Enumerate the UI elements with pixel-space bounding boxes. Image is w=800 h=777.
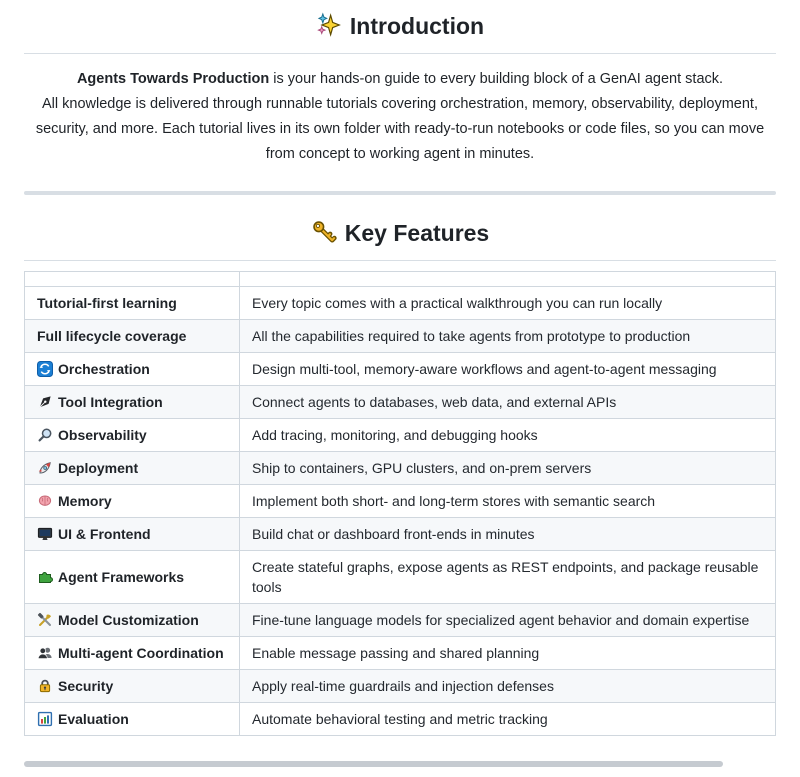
feature-description: Implement both short- and long-term stores with semantic search <box>240 485 776 518</box>
puzzle-icon <box>37 569 53 585</box>
hammer-wrench-icon <box>37 612 53 628</box>
table-row <box>25 670 776 703</box>
feature-label: Multi-agent Coordination <box>58 645 224 661</box>
feature-label: Memory <box>58 493 112 509</box>
bar-chart-icon <box>37 711 53 727</box>
features-table <box>24 271 776 736</box>
feature-cell <box>25 604 240 637</box>
intro-paragraph <box>29 67 771 167</box>
feature-label: Security <box>58 678 114 694</box>
feature-description: Ship to containers, GPU clusters, and on-prem servers <box>240 452 776 485</box>
brain-icon <box>37 493 53 509</box>
readme-document <box>24 12 776 767</box>
feature-description: Apply real-time guardrails and injection defenses <box>240 670 776 703</box>
intro-title: Introduction <box>349 13 485 39</box>
pen-nib-icon <box>37 394 53 410</box>
section-divider <box>24 191 776 195</box>
monitor-icon <box>37 526 53 542</box>
table-row <box>25 551 776 604</box>
feature-label: Tool Integration <box>58 394 163 410</box>
feature-cell <box>25 637 240 670</box>
feature-cell <box>25 518 240 551</box>
arrows-cycle-icon <box>37 361 53 377</box>
rocket-icon <box>37 460 53 476</box>
feature-cell <box>25 452 240 485</box>
table-row <box>25 518 776 551</box>
feature-description: Design multi-tool, memory-aware workflows and agent-to-agent messaging <box>240 353 776 386</box>
feature-label: Orchestration <box>58 361 150 377</box>
features-title: Key Features <box>344 220 490 246</box>
sparkles-icon <box>316 17 342 43</box>
feature-label: Full lifecycle coverage <box>37 328 187 344</box>
intro-heading <box>24 12 776 54</box>
table-row <box>25 419 776 452</box>
table-header-row <box>25 272 776 287</box>
feature-label: Observability <box>58 427 147 443</box>
lock-icon <box>37 678 53 694</box>
table-row <box>25 287 776 320</box>
feature-description: Enable message passing and shared planning <box>240 637 776 670</box>
table-row <box>25 703 776 736</box>
table-row <box>25 637 776 670</box>
intro-paragraph-bold: Agents Towards Production <box>76 71 270 87</box>
feature-description: Every topic comes with a practical walkthrough you can run locally <box>240 287 776 320</box>
magnifying-glass-icon <box>37 427 53 443</box>
features-heading <box>24 219 776 261</box>
intro-paragraph-line2: All knowledge is delivered through runnable tutorials covering orchestration, memory, observability, deployment, security, and more. Each tutorial lives in its own folder with ready-to-run notebooks or code files, so you can move from concept to working agent in minutes. <box>35 96 765 162</box>
feature-label: Evaluation <box>58 711 129 727</box>
people-icon <box>37 645 53 661</box>
feature-cell <box>25 485 240 518</box>
feature-cell <box>25 353 240 386</box>
feature-label: Tutorial-first learning <box>37 295 177 311</box>
feature-description: Connect agents to databases, web data, and external APIs <box>240 386 776 419</box>
feature-label: UI & Frontend <box>58 526 151 542</box>
feature-label: Deployment <box>58 460 139 476</box>
feature-cell <box>25 386 240 419</box>
feature-cell <box>25 419 240 452</box>
horizontal-scrollbar-track <box>24 761 776 767</box>
feature-header-cell <box>25 272 240 287</box>
table-row <box>25 604 776 637</box>
table-row <box>25 320 776 353</box>
description-header-cell <box>240 272 776 287</box>
horizontal-scrollbar-thumb[interactable] <box>24 761 723 767</box>
table-row <box>25 386 776 419</box>
intro-paragraph-line1: is your hands-on guide to every building block of a GenAI agent stack. <box>269 71 724 87</box>
feature-description: Create stateful graphs, expose agents as REST endpoints, and package reusable tools <box>240 551 776 604</box>
table-row <box>25 452 776 485</box>
feature-cell <box>25 551 240 604</box>
feature-description: All the capabilities required to take agents from prototype to production <box>240 320 776 353</box>
feature-cell <box>25 320 240 353</box>
feature-label: Model Customization <box>58 612 199 628</box>
table-row <box>25 353 776 386</box>
feature-cell <box>25 670 240 703</box>
table-row <box>25 485 776 518</box>
feature-description: Fine-tune language models for specialized agent behavior and domain expertise <box>240 604 776 637</box>
feature-cell <box>25 287 240 320</box>
feature-description: Build chat or dashboard front-ends in minutes <box>240 518 776 551</box>
feature-description: Add tracing, monitoring, and debugging hooks <box>240 419 776 452</box>
feature-label: Agent Frameworks <box>58 569 185 585</box>
feature-description: Automate behavioral testing and metric tracking <box>240 703 776 736</box>
feature-cell <box>25 703 240 736</box>
key-icon <box>311 224 337 250</box>
